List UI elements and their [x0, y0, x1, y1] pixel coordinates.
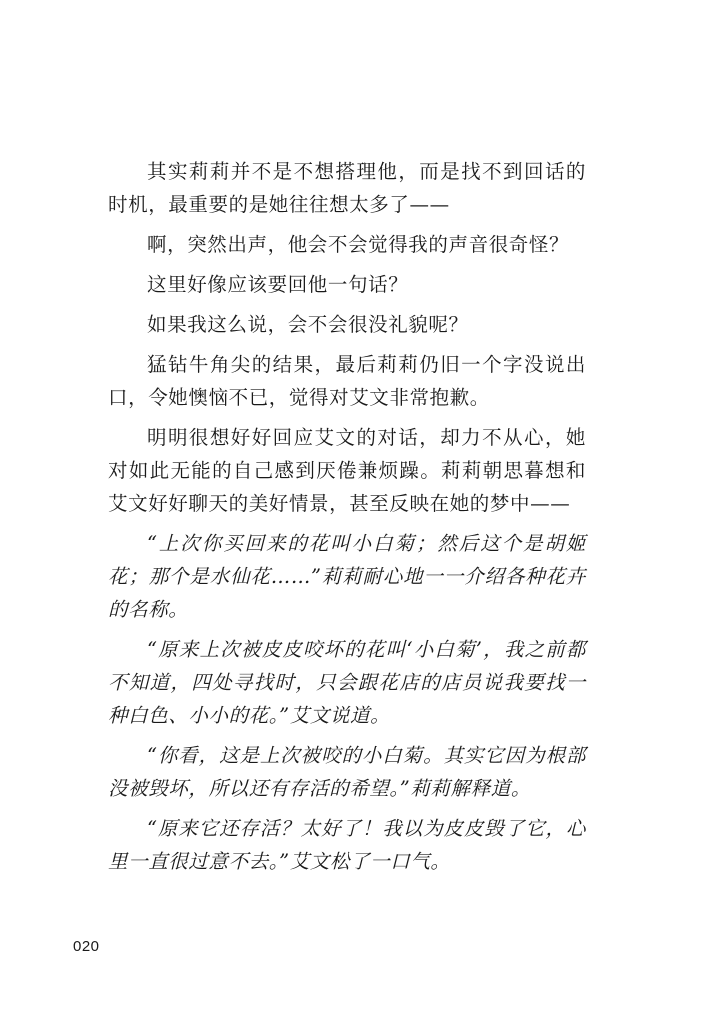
paragraph: 如果我这么说，会不会很没礼貌呢？ [147, 313, 469, 336]
page-number: 020 [73, 938, 100, 955]
dream-paragraph: “上次你买回来的花叫小白菊；然后这个是胡姬花；那个是水仙花……”莉莉耐心地一一介绍各种花卉的名称。 [108, 532, 586, 621]
paragraph: 猛钻牛角尖的结果，最后莉莉仍旧一个字没说出口，令她懊恼不已，觉得对艾文非常抱歉。 [108, 353, 586, 409]
paragraph: 这里好像应该要回他一句话？ [147, 273, 409, 296]
paragraph: 啊，突然出声，他会不会觉得我的声音很奇怪？ [147, 233, 570, 256]
body-text [108, 155, 586, 885]
paragraph: 明明很想好好回应艾文的对话，却力不从心，她对如此无能的自己感到厌倦兼烦躁。莉莉朝思暮想和艾文好好聊天的美好情景，甚至反映在她的梦中—— [108, 426, 586, 515]
paragraph: 其实莉莉并不是不想搭理他，而是找不到回话的时机，最重要的是她往往想太多了—— [108, 160, 586, 216]
dream-paragraph: “原来上次被皮皮咬坏的花叫‘小白菊’，我之前都不知道，四处寻找时，只会跟花店的店员说我要找一种白色、小小的花。”艾文说道。 [108, 638, 586, 727]
dream-paragraph: “你看，这是上次被咬的小白菊。其实它因为根部没被毁坏，所以还有存活的希望。”莉莉解释道。 [108, 744, 586, 800]
dream-paragraph: “原来它还存活？太好了！我以为皮皮毁了它，心里一直很过意不去。”艾文松了一口气。 [108, 817, 586, 873]
